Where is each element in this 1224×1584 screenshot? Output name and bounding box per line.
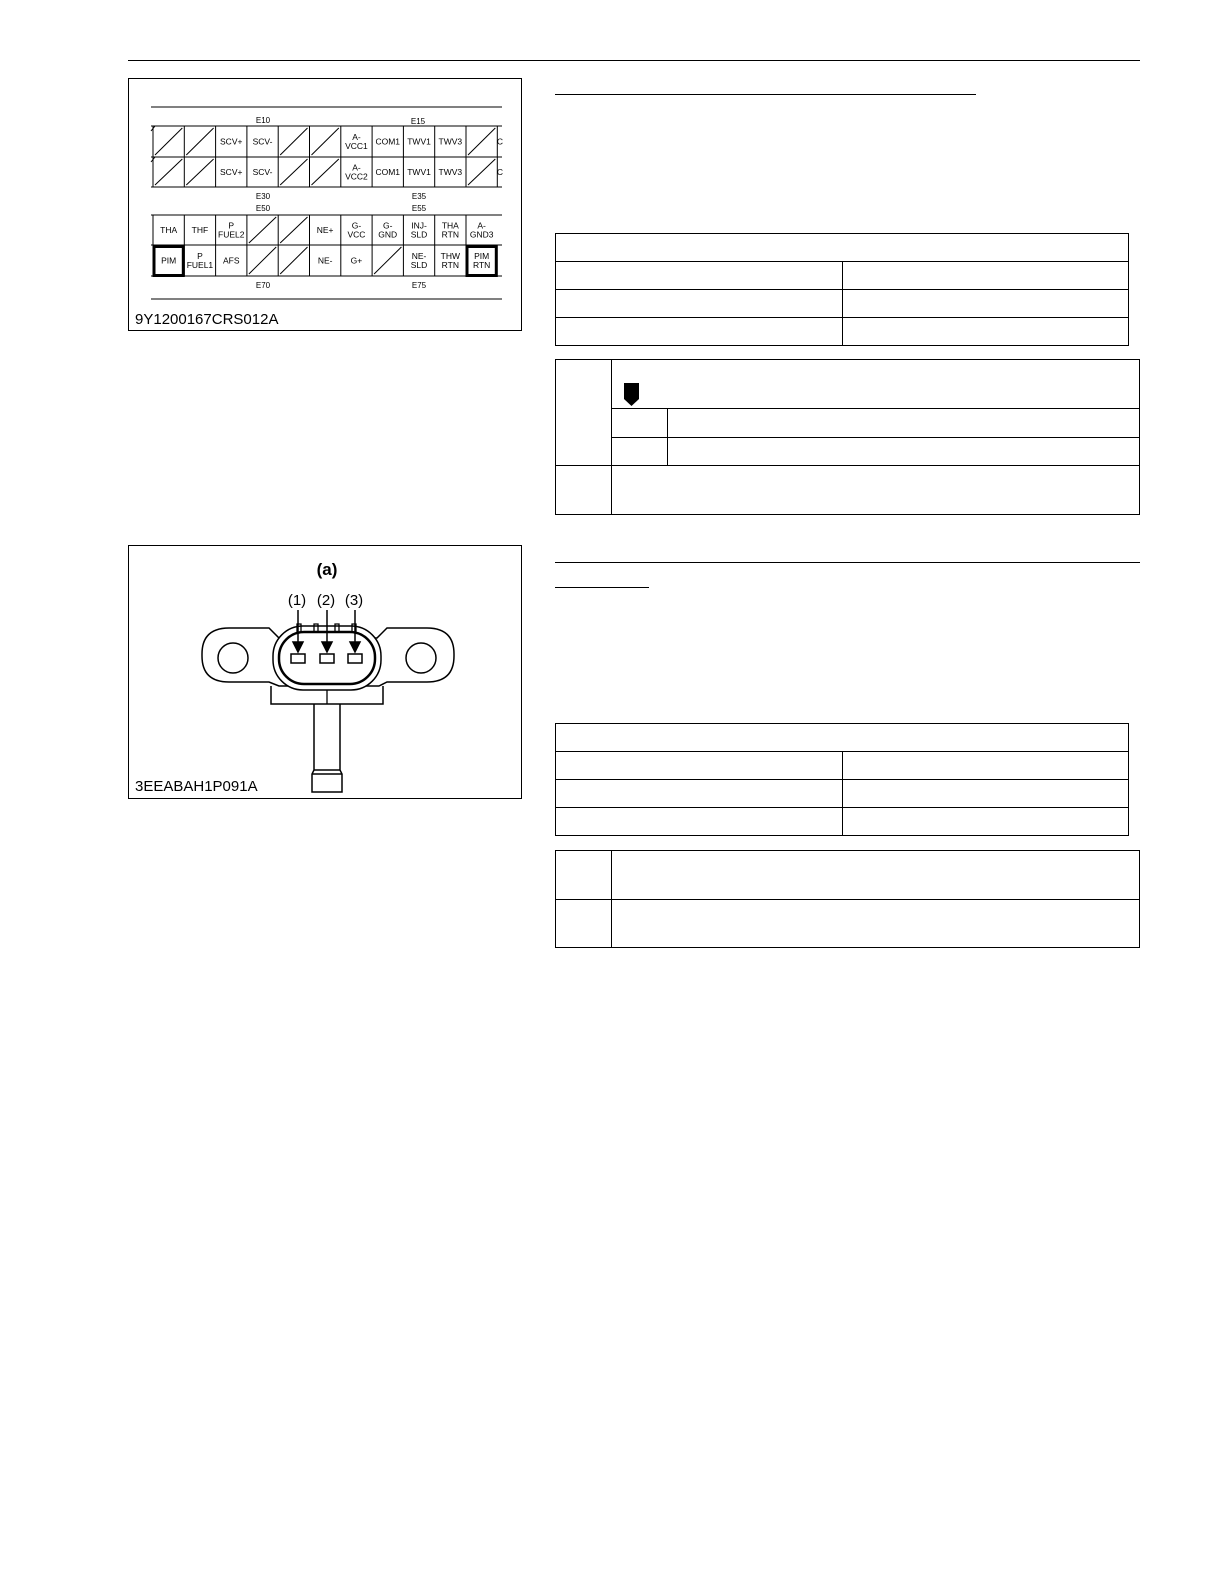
upper-row1-pin: SCV- <box>252 136 273 147</box>
upper-row2-pin: SCV+ <box>220 167 243 177</box>
lower-row1-pin: P FUEL2 <box>218 220 245 240</box>
upper-row2-pin: COM1 <box>375 167 401 177</box>
pin-label-e35: E35 <box>411 192 427 201</box>
pin-label-e15: E15 <box>410 117 426 126</box>
spec-table-1 <box>555 233 1129 346</box>
section-heading-rule-1 <box>555 94 976 95</box>
lower-row2-pin: G+ <box>350 255 363 266</box>
connector-figure-code: 9Y1200167CRS012A <box>135 311 279 328</box>
empty-pin-slash <box>280 128 307 155</box>
table-row <box>556 318 1129 346</box>
empty-pin-slash <box>374 247 401 274</box>
upper-row2-pin: C <box>496 167 504 177</box>
lower-row2-pin: NE- <box>317 255 333 266</box>
upper-row2-pin: TWV1 <box>407 167 431 177</box>
table-row <box>556 752 1129 780</box>
sensor-figure-code: 3EEABAH1P091A <box>135 778 258 795</box>
lower-row1-pin: THA <box>160 225 178 235</box>
table-row <box>556 290 1129 318</box>
table-row <box>556 234 1129 262</box>
upper-row1-pin: TWV1 <box>407 136 431 147</box>
upper-row1-pin: C <box>496 136 504 147</box>
pin-label-e55: E55 <box>411 204 427 213</box>
empty-pin-slash <box>186 159 213 185</box>
note-box-2 <box>555 850 1140 948</box>
upper-row1-pin: A-VCC1 <box>345 132 368 151</box>
pin-label-e10: E10 <box>255 116 271 125</box>
lower-row1-pin: THF <box>191 225 209 235</box>
lower-row2-pin: NE-SLD <box>410 251 428 270</box>
upper-row2-pin: SCV- <box>252 167 273 177</box>
terminal-label-3: (3) <box>344 592 364 609</box>
connector-figure <box>128 78 522 331</box>
spec-table-2 <box>555 723 1129 836</box>
empty-pin-slash <box>249 247 276 274</box>
label-a: (a) <box>316 560 338 579</box>
pin-label-e70: E70 <box>255 281 271 290</box>
empty-pin-slash <box>186 128 213 155</box>
empty-pin-slash <box>280 159 307 185</box>
lower-row1-pin: INJ-SLD <box>410 220 428 240</box>
section-heading-rule-2 <box>555 562 1140 563</box>
empty-pin-slash <box>312 128 339 155</box>
lower-row1-pin: A-GND3 <box>469 220 494 240</box>
pointer-icon <box>623 382 641 408</box>
lower-row1-pin: THA RTN <box>441 220 460 240</box>
lower-row2-pin: AFS <box>222 255 240 266</box>
empty-pin-slash <box>155 128 182 155</box>
sensor-diagram <box>129 546 520 797</box>
lower-row1-pin: G-VCC <box>347 220 366 240</box>
empty-pin-slash <box>468 159 495 185</box>
table-row <box>556 808 1129 836</box>
pin-label-e30: E30 <box>255 192 271 201</box>
upper-row1-pin: TWV3 <box>438 136 463 147</box>
empty-pin-slash <box>249 217 276 243</box>
lower-row2-pin: THW RTN <box>440 251 461 270</box>
mount-hole-right <box>406 643 436 673</box>
terminal-label-2: (2) <box>316 592 336 609</box>
empty-pin-slash <box>312 159 339 185</box>
lower-row1-pin: G-GND <box>378 220 398 240</box>
empty-pin-slash <box>280 217 307 243</box>
note-box-1 <box>555 359 1140 515</box>
connector-diagram <box>129 79 520 329</box>
empty-pin-slash <box>280 247 307 274</box>
section-heading-rule-3 <box>555 587 649 588</box>
header-rule <box>128 60 1140 61</box>
table-row <box>556 724 1129 752</box>
sensor-figure <box>128 545 522 799</box>
terminal-label-1: (1) <box>287 592 307 609</box>
lower-row1-pin: NE+ <box>316 225 334 235</box>
upper-row2-pin: TWV3 <box>438 167 463 177</box>
lower-row2-pin: PIM <box>161 255 177 266</box>
lower-row2-pin: PIM RTN <box>472 251 491 270</box>
upper-row1-pin: SCV+ <box>220 136 243 147</box>
pin-label-e50: E50 <box>255 204 271 213</box>
table-row <box>556 262 1129 290</box>
vacuum-nozzle <box>312 704 342 792</box>
empty-pin-slash <box>155 159 182 185</box>
mount-hole-left <box>218 643 248 673</box>
pin-label-e75: E75 <box>411 281 427 290</box>
table-row <box>556 780 1129 808</box>
upper-row1-pin: COM1 <box>375 136 401 147</box>
upper-row2-pin: A-VCC2 <box>345 162 368 182</box>
empty-pin-slash <box>468 128 495 155</box>
lower-row2-pin: P FUEL1 <box>186 251 214 270</box>
